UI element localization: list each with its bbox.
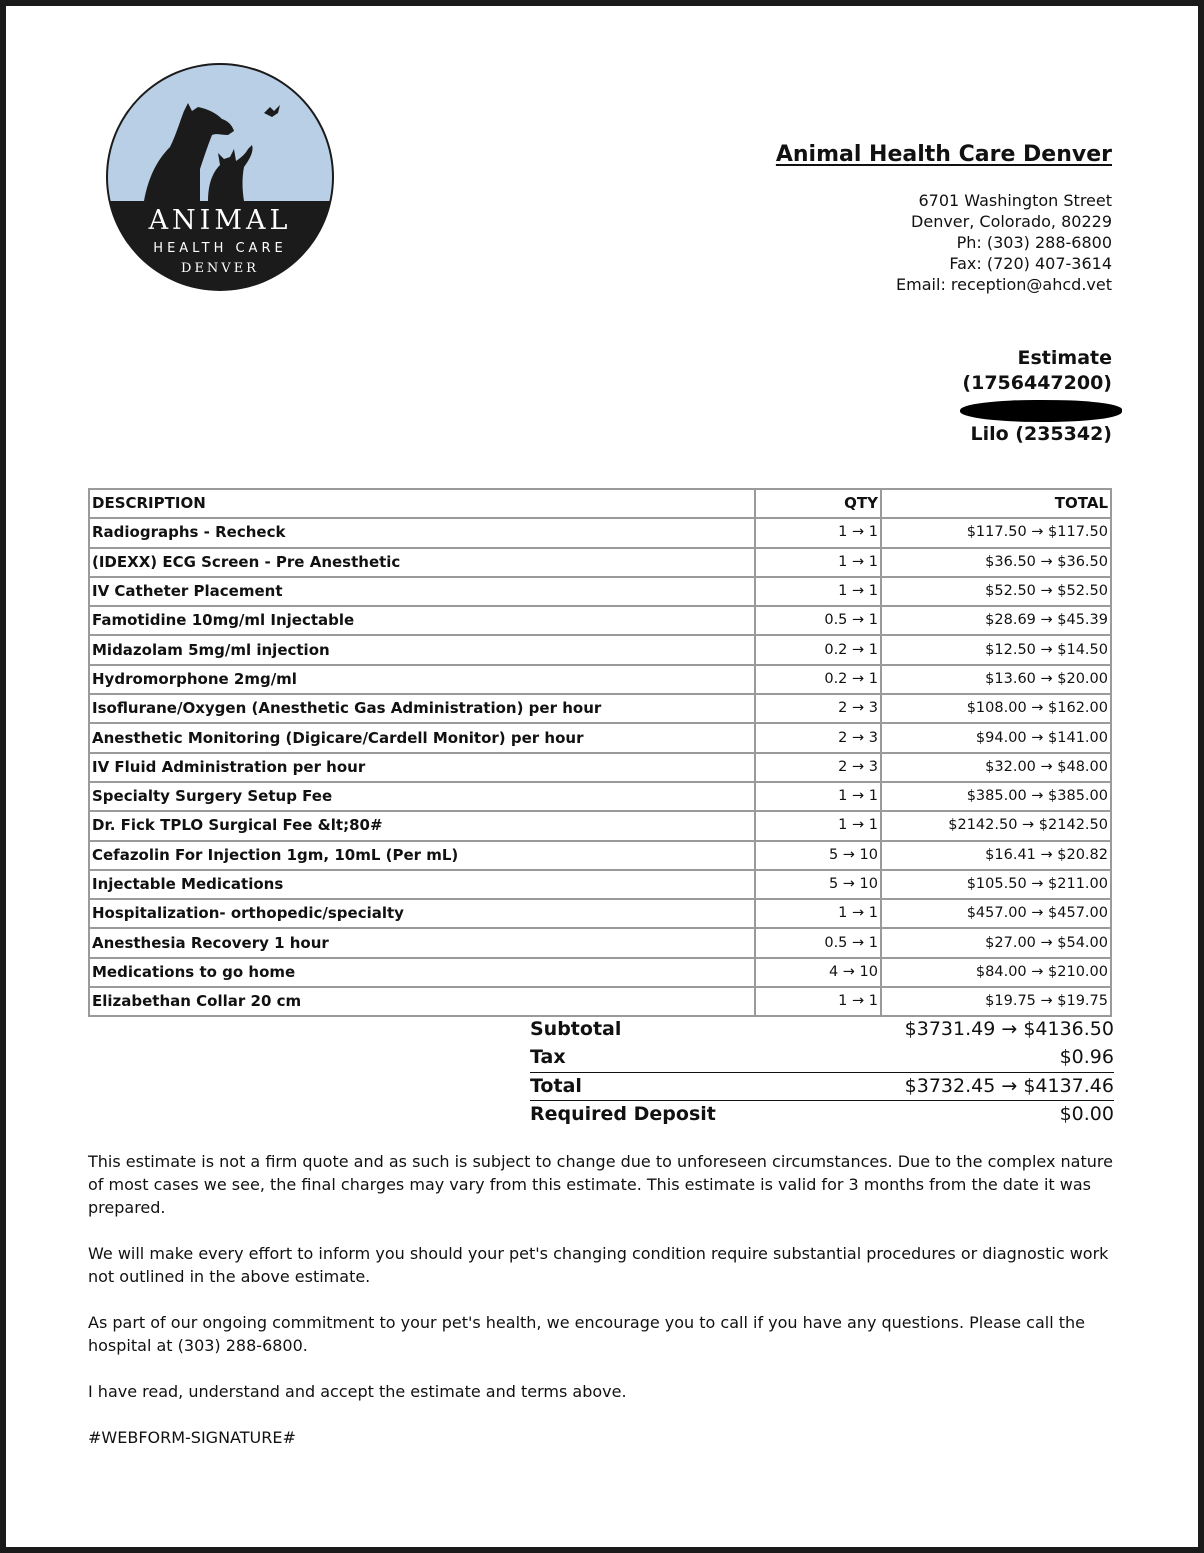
item-qty: 0.5 → 1	[755, 606, 881, 635]
header-total: TOTAL	[881, 489, 1111, 518]
item-description: Radiographs - Recheck	[89, 518, 755, 547]
item-description: Isoflurane/Oxygen (Anesthetic Gas Administration) per hour	[89, 694, 755, 723]
clinic-header	[612, 140, 1112, 295]
item-total: $32.00 → $48.00	[881, 753, 1111, 782]
table-row	[89, 958, 1111, 987]
item-total: $52.50 → $52.50	[881, 577, 1111, 606]
tax-value: $0.96	[1059, 1046, 1114, 1068]
item-total: $12.50 → $14.50	[881, 635, 1111, 664]
subtotal-value: $3731.49 → $4136.50	[904, 1018, 1114, 1040]
table-row	[89, 811, 1111, 840]
totals-block	[530, 1016, 1114, 1128]
signature-placeholder[interactable]: #WEBFORM-SIGNATURE#	[88, 1428, 296, 1447]
item-total: $28.69 → $45.39	[881, 606, 1111, 635]
terms-paragraph: This estimate is not a firm quote and as such is subject to change due to unforeseen circumstances. Due to the complex nature of most cases we see, the final charges may vary from this estimate. This estimate is valid for 3 months from the date it was prepared.	[88, 1152, 1113, 1217]
item-total: $19.75 → $19.75	[881, 987, 1111, 1016]
item-total: $27.00 → $54.00	[881, 928, 1111, 957]
header-description: DESCRIPTION	[89, 489, 755, 518]
table-row	[89, 899, 1111, 928]
table-row	[89, 753, 1111, 782]
redaction-mark	[960, 399, 1122, 422]
item-total: $108.00 → $162.00	[881, 694, 1111, 723]
logo-text-health-care: HEALTH CARE	[153, 241, 287, 256]
item-qty: 1 → 1	[755, 577, 881, 606]
item-qty: 0.2 → 1	[755, 635, 881, 664]
clinic-logo-icon	[104, 61, 336, 293]
deposit-row	[530, 1100, 1114, 1128]
terms-block	[88, 1150, 1118, 1472]
patient-name: Lilo (235342)	[970, 423, 1112, 445]
item-total: $117.50 → $117.50	[881, 518, 1111, 547]
deposit-label: Required Deposit	[530, 1103, 716, 1125]
item-total: $36.50 → $36.50	[881, 548, 1111, 577]
item-total: $84.00 → $210.00	[881, 958, 1111, 987]
fax-line: Fax: (720) 407-3614	[949, 254, 1112, 273]
address-line: 6701 Washington Street	[918, 191, 1112, 210]
terms-paragraph: As part of our ongoing commitment to your pet's health, we encourage you to call if you have any questions. Please call the hospital at (303) 288-6800.	[88, 1313, 1085, 1355]
table-row	[89, 577, 1111, 606]
item-description: Dr. Fick TPLO Surgical Fee &lt;80#	[89, 811, 755, 840]
item-qty: 4 → 10	[755, 958, 881, 987]
table-body	[89, 518, 1111, 1016]
item-description: Hydromorphone 2mg/ml	[89, 665, 755, 694]
item-description: Famotidine 10mg/ml Injectable	[89, 606, 755, 635]
table-row	[89, 841, 1111, 870]
subtotal-label: Subtotal	[530, 1018, 622, 1040]
item-qty: 1 → 1	[755, 518, 881, 547]
logo-text-animal: ANIMAL	[148, 205, 292, 236]
table-row	[89, 782, 1111, 811]
estimate-label: Estimate	[1017, 347, 1112, 369]
item-qty: 2 → 3	[755, 694, 881, 723]
table-row	[89, 665, 1111, 694]
item-qty: 0.5 → 1	[755, 928, 881, 957]
item-qty: 5 → 10	[755, 841, 881, 870]
item-qty: 1 → 1	[755, 899, 881, 928]
item-total: $94.00 → $141.00	[881, 723, 1111, 752]
item-qty: 5 → 10	[755, 870, 881, 899]
total-label: Total	[530, 1075, 582, 1097]
acceptance-statement: I have read, understand and accept the estimate and terms above.	[88, 1382, 627, 1401]
item-description: IV Catheter Placement	[89, 577, 755, 606]
logo-text-denver: DENVER	[181, 261, 259, 276]
terms-paragraph: We will make every effort to inform you should your pet's changing condition require substantial procedures or diagnostic work not outlined in the above estimate.	[88, 1244, 1109, 1286]
address-line: Denver, Colorado, 80229	[911, 212, 1112, 231]
estimate-info	[712, 346, 1112, 447]
item-qty: 1 → 1	[755, 548, 881, 577]
subtotal-row	[530, 1016, 1114, 1044]
item-total: $13.60 → $20.00	[881, 665, 1111, 694]
item-qty: 1 → 1	[755, 782, 881, 811]
item-description: (IDEXX) ECG Screen - Pre Anesthetic	[89, 548, 755, 577]
item-description: Specialty Surgery Setup Fee	[89, 782, 755, 811]
clinic-name: Animal Health Care Denver	[775, 142, 1112, 167]
item-qty: 0.2 → 1	[755, 665, 881, 694]
item-description: IV Fluid Administration per hour	[89, 753, 755, 782]
email-line: Email: reception@ahcd.vet	[896, 275, 1112, 294]
total-row	[530, 1072, 1114, 1100]
item-total: $385.00 → $385.00	[881, 782, 1111, 811]
clinic-address	[612, 190, 1112, 295]
table-row	[89, 694, 1111, 723]
table-row	[89, 635, 1111, 664]
tax-row	[530, 1044, 1114, 1072]
table-row	[89, 928, 1111, 957]
item-total: $105.50 → $211.00	[881, 870, 1111, 899]
item-total: $457.00 → $457.00	[881, 899, 1111, 928]
tax-label: Tax	[530, 1046, 566, 1068]
table-row	[89, 987, 1111, 1016]
item-description: Injectable Medications	[89, 870, 755, 899]
table-row	[89, 723, 1111, 752]
item-description: Hospitalization- orthopedic/specialty	[89, 899, 755, 928]
header-qty: QTY	[755, 489, 881, 518]
item-qty: 2 → 3	[755, 753, 881, 782]
table-row	[89, 870, 1111, 899]
item-description: Elizabethan Collar 20 cm	[89, 987, 755, 1016]
table-row	[89, 606, 1111, 635]
table-header-row	[89, 489, 1111, 518]
estimate-number: (1756447200)	[962, 372, 1112, 394]
item-description: Cefazolin For Injection 1gm, 10mL (Per mL)	[89, 841, 755, 870]
deposit-value: $0.00	[1059, 1103, 1114, 1125]
item-total: $16.41 → $20.82	[881, 841, 1111, 870]
total-value: $3732.45 → $4137.46	[904, 1075, 1114, 1097]
item-qty: 1 → 1	[755, 987, 881, 1016]
item-description: Midazolam 5mg/ml injection	[89, 635, 755, 664]
item-total: $2142.50 → $2142.50	[881, 811, 1111, 840]
item-description: Anesthesia Recovery 1 hour	[89, 928, 755, 957]
phone-line: Ph: (303) 288-6800	[956, 233, 1112, 252]
item-description: Anesthetic Monitoring (Digicare/Cardell Monitor) per hour	[89, 723, 755, 752]
table-row	[89, 518, 1111, 547]
table-row	[89, 548, 1111, 577]
item-qty: 2 → 3	[755, 723, 881, 752]
line-items-table	[88, 488, 1112, 1017]
estimate-page	[6, 6, 1198, 1547]
item-description: Medications to go home	[89, 958, 755, 987]
item-qty: 1 → 1	[755, 811, 881, 840]
